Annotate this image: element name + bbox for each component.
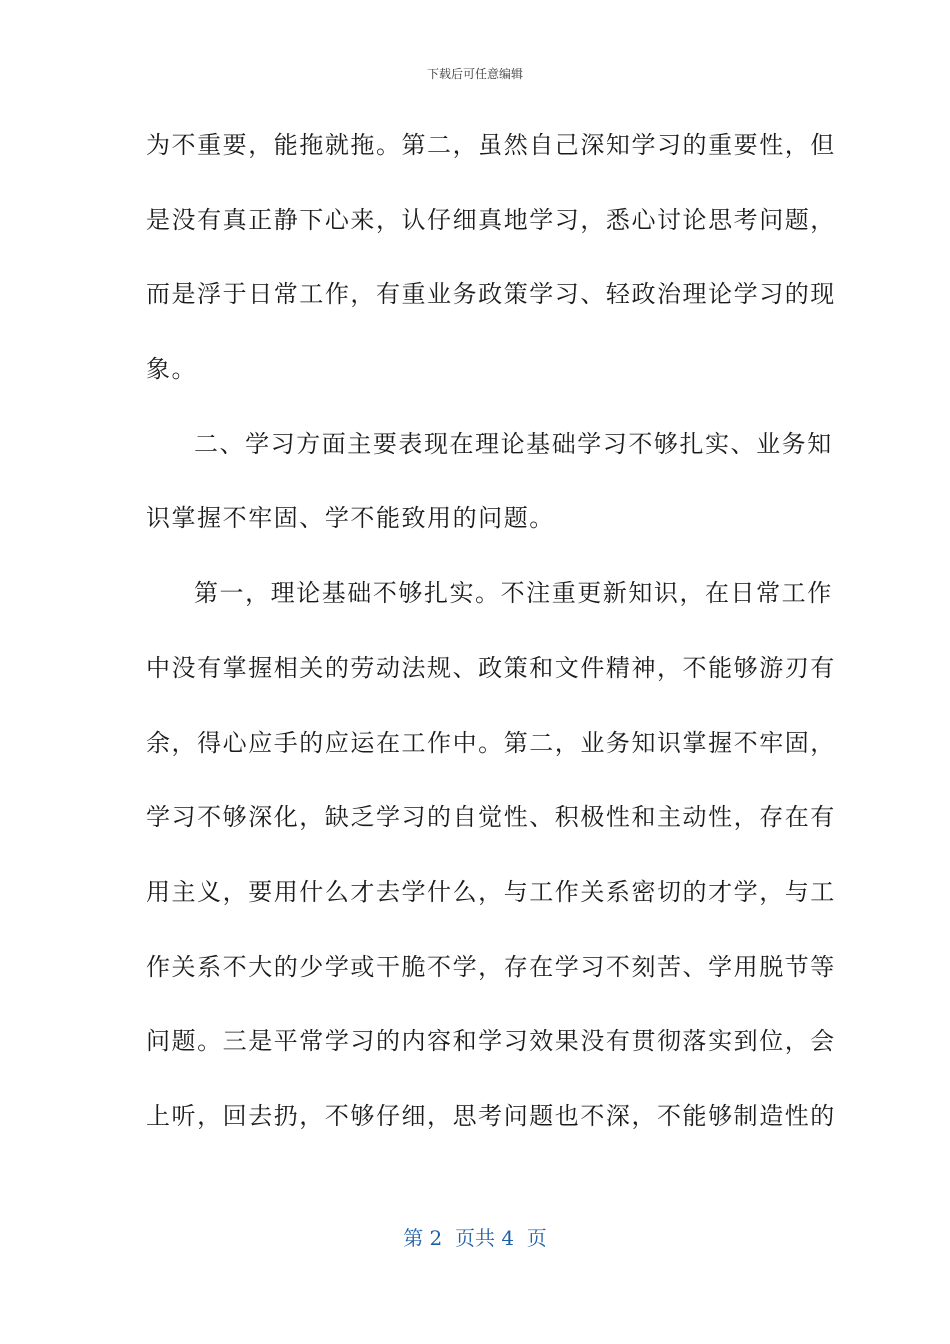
body-line: 余，得心应手的应运在工作中。第二，业务知识掌握不牢固， xyxy=(146,728,836,757)
body-line: 识掌握不牢固、学不能致用的问题。 xyxy=(146,504,555,533)
page-header: 下载后可任意编辑 xyxy=(426,67,523,81)
document-body xyxy=(146,108,836,1154)
body-line: 作关系不大的少学或干脆不学，存在学习不刻苦、学用脱节等 xyxy=(146,952,836,981)
body-line: 是没有真正静下心来，认仔细真地学习，悉心讨论思考问题， xyxy=(146,205,836,234)
body-line: 用主义，要用什么才去学什么，与工作关系密切的才学，与工 xyxy=(146,877,836,906)
body-line: 象。 xyxy=(146,355,198,384)
body-line: 中没有掌握相关的劳动法规、政策和文件精神，不能够游刃有 xyxy=(146,653,836,682)
body-line: 二、学习方面主要表现在理论基础学习不够扎实、业务知 xyxy=(194,429,833,458)
page-footer: 第 2 页共 4 页 xyxy=(403,1226,547,1250)
body-line: 为不重要，能拖就拖。第二，虽然自己深知学习的重要性，但 xyxy=(146,131,836,159)
body-line: 第一，理论基础不够扎实。不注重更新知识，在日常工作 xyxy=(194,579,833,608)
body-line: 而是浮于日常工作，有重业务政策学习、轻政治理论学习的现 xyxy=(146,280,836,309)
body-line: 上听，回去扔，不够仔细，思考问题也不深，不能够制造性的 xyxy=(146,1101,836,1130)
body-line: 学习不够深化，缺乏学习的自觉性、积极性和主动性，存在有 xyxy=(146,803,836,832)
body-line: 问题。三是平常学习的内容和学习效果没有贯彻落实到位，会 xyxy=(146,1027,836,1056)
